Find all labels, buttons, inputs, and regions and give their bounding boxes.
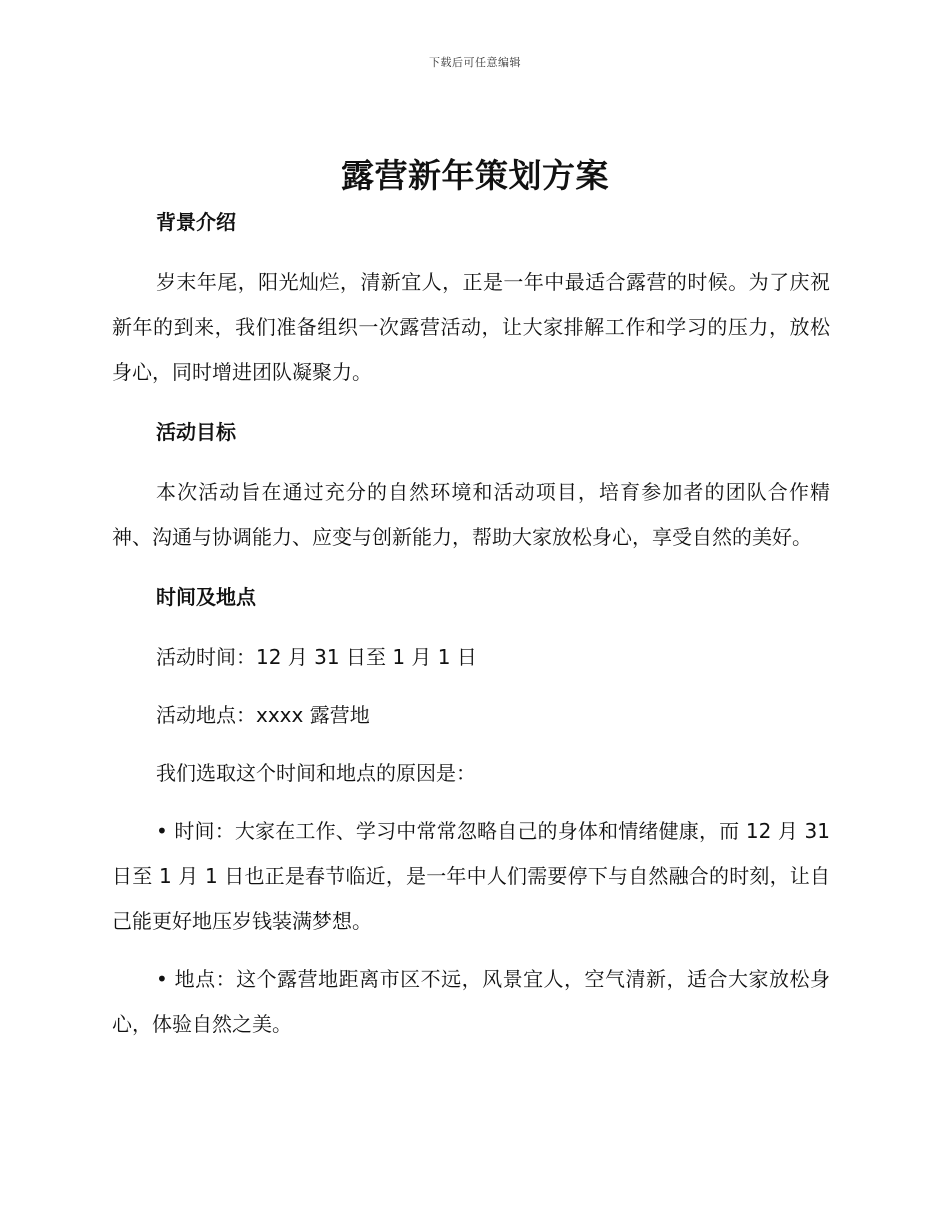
reason-intro-line: 我们选取这个时间和地点的原因是： bbox=[156, 761, 476, 785]
section-heading-time-place: 时间及地点 bbox=[156, 585, 256, 609]
activity-place-line: 活动地点：xxxx 露营地 bbox=[156, 703, 370, 727]
background-paragraph: 岁末年尾，阳光灿烂，清新宜人，正是一年中最适合露营的时候。为了庆祝新年的到来，我们准备组织一次露营活动，让大家排解工作和学习的压力，放松身心，同时增进团队凝聚力。 bbox=[112, 270, 830, 384]
reason-time-paragraph: • 时间：大家在工作、学习中常常忽略自己的身体和情绪健康，而 12 月 31 日至 1 月 1 日也正是春节临近，是一年中人们需要停下与自然融合的时刻，让自己能更好地压岁钱装满梦想。 bbox=[112, 819, 830, 933]
section-heading-background: 背景介绍 bbox=[156, 210, 236, 234]
goals-paragraph: 本次活动旨在通过充分的自然环境和活动项目，培育参加者的团队合作精神、沟通与协调能力、应变与创新能力，帮助大家放松身心，享受自然的美好。 bbox=[112, 480, 830, 549]
activity-time-line: 活动时间：12 月 31 日至 1 月 1 日 bbox=[156, 645, 477, 669]
reason-place-paragraph: • 地点：这个露营地距离市区不远，风景宜人，空气清新，适合大家放松身心，体验自然之美。 bbox=[112, 967, 830, 1036]
document-title: 露营新年策划方案 bbox=[341, 156, 609, 195]
document-body bbox=[112, 203, 830, 1047]
section-heading-goals: 活动目标 bbox=[156, 420, 236, 444]
header-note: 下载后可任意编辑 bbox=[429, 56, 521, 69]
